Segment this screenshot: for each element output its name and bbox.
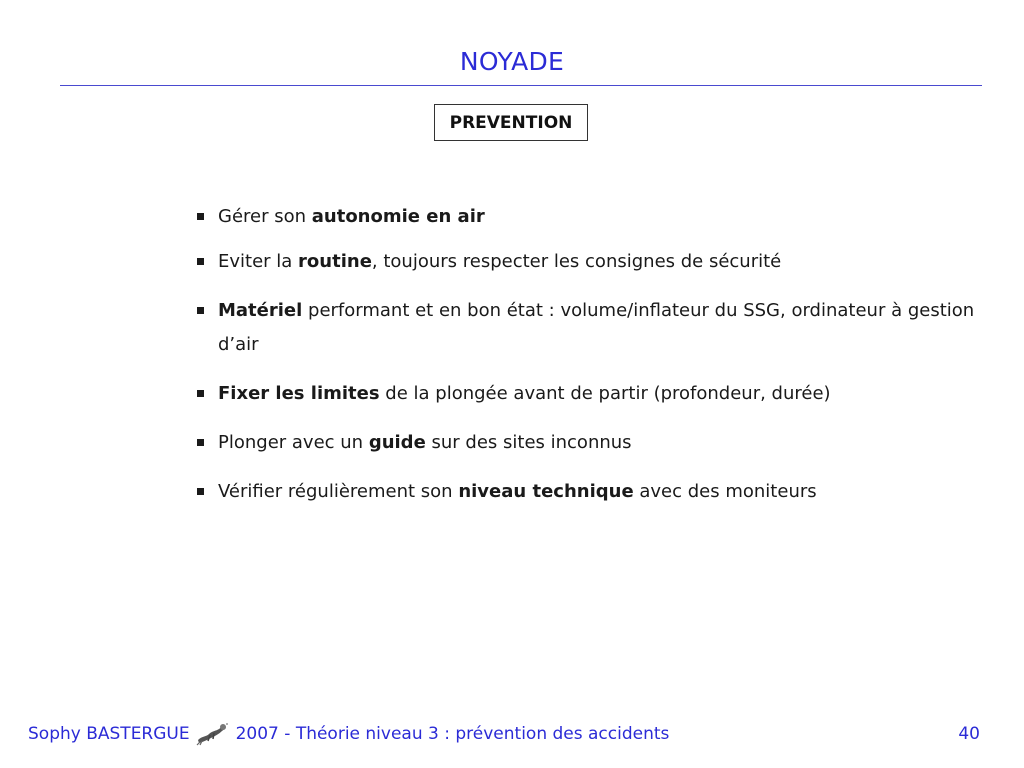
page-number: 40 [958,724,980,744]
title-divider [60,85,982,86]
slide-title: NOYADE [459,47,565,76]
footer-course: 2007 - Théorie niveau 3 : prévention des accidents [235,724,670,744]
bullet-text-bold: niveau technique [458,481,634,502]
bullet-text-pre: Vérifier régulièrement son [218,481,459,502]
bullet-text-post: sur des sites inconnus [425,432,632,453]
bullet-text-post: de la plongée avant de partir (profondeur, durée) [379,383,831,404]
square-bullet-icon [197,488,204,495]
square-bullet-icon [197,258,204,265]
list-item [196,475,976,509]
bullet-text-pre: Plonger avec un [218,432,369,453]
bullet-text-post: , toujours respecter les consignes de sécurité [371,251,782,272]
square-bullet-icon [197,307,204,314]
bullet-text-post: performant et en bon état : volume/inflateur du SSG, ordinateur à gestion d’air [218,300,975,355]
footer-credits [28,722,669,746]
bullet-list [196,200,976,524]
bullet-text-bold: autonomie en air [311,206,485,227]
list-item [196,200,976,234]
section-heading-box [434,104,588,141]
footer-author: Sophy BASTERGUE [28,724,190,744]
bullet-text-bold: Fixer les limites [218,383,380,404]
section-heading: PREVENTION [449,112,573,133]
bullet-text-post: avec des moniteurs [633,481,817,502]
list-item [196,245,976,279]
bullet-text-pre: Eviter la [218,251,299,272]
bullet-text-pre: Gérer son [218,206,312,227]
square-bullet-icon [197,390,204,397]
bullet-text-bold: Matériel [218,300,303,321]
list-item [196,426,976,460]
list-item [196,294,976,362]
bullet-text-bold: guide [368,432,426,453]
list-item [196,377,976,411]
diver-logo-icon [196,722,230,746]
bullet-text-bold: routine [298,251,372,272]
square-bullet-icon [197,213,204,220]
square-bullet-icon [197,439,204,446]
